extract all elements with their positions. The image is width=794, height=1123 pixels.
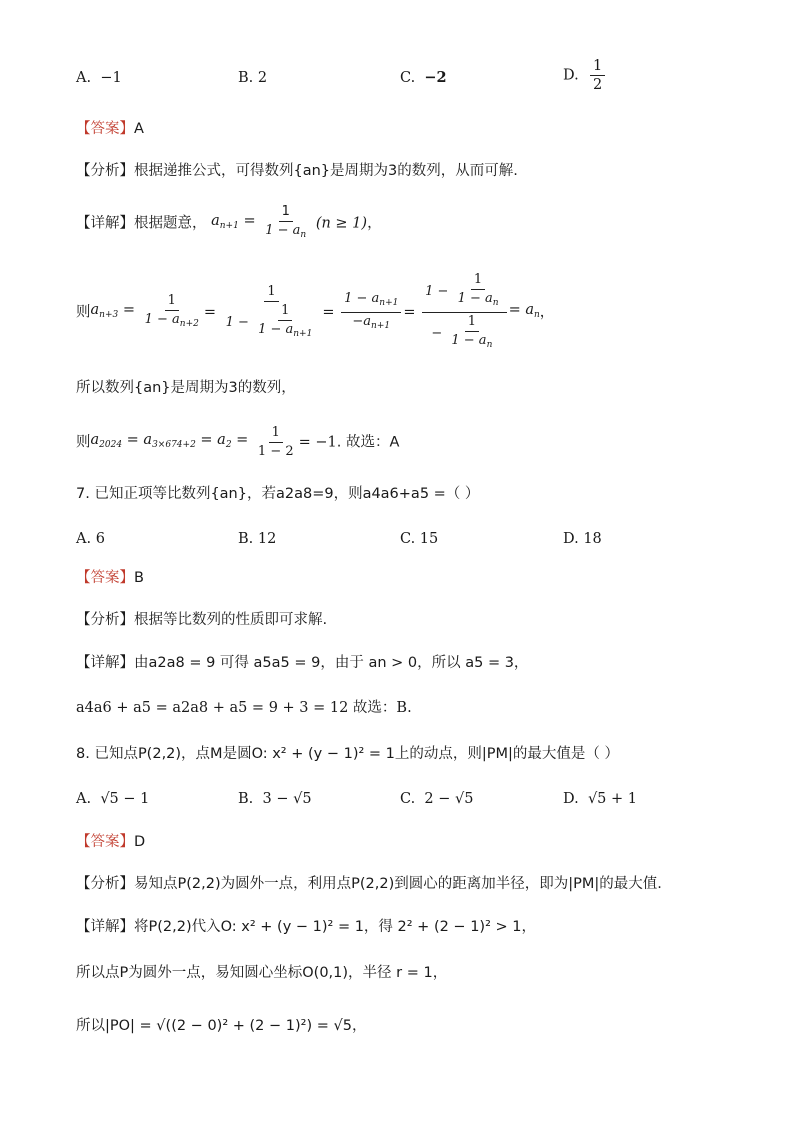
- q8-option-b: B. 3 − √5: [238, 791, 312, 807]
- q7-option-c: C. 15: [400, 531, 439, 547]
- q6-option-d: D. $\frac{1}{2}$: [563, 58, 607, 93]
- q6-detail-1: 【详解】根据题意， $a_{n+1}$ = $\frac{1}{1 - a_n}$ (n ≥ 1)，: [76, 204, 382, 240]
- q6-detail-4: 则$a_{2024} = a_{3\times 674+2} = a_2$ = $\frac{1}{1 - 2}$ = −1. 故选：A: [76, 425, 400, 459]
- q7-stem: 7. 已知正项等比数列{an}，若a2a8=9，则a4a6+a5 =（ ）: [76, 486, 480, 502]
- q7-option-d: D. 18: [563, 531, 602, 547]
- q7-answer: 【答案】B: [76, 570, 144, 586]
- q6-option-b: B. 2: [238, 70, 268, 86]
- q8-option-d: D. √5 + 1: [563, 791, 637, 807]
- q7-option-a: A. 6: [76, 531, 105, 547]
- q8-detail-1: 【详解】将P(2,2)代入O: x² + (y − 1)² = 1，得 2² + (2 − 1)² > 1，: [76, 919, 536, 935]
- q8-analysis: 【分析】易知点P(2,2)为圆外一点，利用点P(2,2)到圆心的距离加半径，即为|PM|的最大值.: [76, 876, 662, 892]
- q8-option-c: C. 2 − √5: [400, 791, 474, 807]
- q7-detail-1: 【详解】由a2a8 = 9 可得 a5a5 = 9，由于 an > 0，所以 a5 = 3，: [76, 655, 529, 671]
- q6-detail-3: 所以数列{an}是周期为3的数列，: [76, 380, 296, 396]
- q6-option-a: A. −1: [76, 70, 122, 86]
- q6-answer: 【答案】A: [76, 121, 144, 137]
- q7-option-b: B. 12: [238, 531, 277, 547]
- q6-option-c: C. −2: [400, 69, 447, 86]
- answer-tag: 【答案】: [76, 570, 134, 586]
- q8-answer: 【答案】D: [76, 834, 146, 850]
- q6-analysis: 【分析】根据递推公式，可得数列{an}是周期为3的数列，从而可解.: [76, 163, 518, 179]
- q7-analysis: 【分析】根据等比数列的性质即可求解.: [76, 612, 328, 628]
- q6-option-d-fraction: $\frac{1}{2}$: [590, 58, 605, 93]
- q8-stem: 8. 已知点P(2,2)，点M是圆O: x² + (y − 1)² = 1上的动点，则|PM|的最大值是（ ）: [76, 746, 620, 762]
- q8-detail-3: 所以|PO| = √((2 − 0)² + (2 − 1)²) = √5，: [76, 1018, 367, 1034]
- answer-tag: 【答案】: [76, 834, 134, 850]
- q6-detail-2: 则$a_{n+3}$ = $\frac{1}{1 - a_{n+2}}$ = 1 1 − $\frac{1}{1 - a_{n+1}}$ = $\frac{1 - a_{n+1}}{-a_{n+1}}$ = 1 − $\frac{1}{1 - a_n}$ − $\frac{1}{1 - a_n}$ = $a_n$，: [76, 272, 555, 350]
- q8-option-a: A. √5 − 1: [76, 791, 150, 807]
- q8-detail-2: 所以点P为圆外一点，易知圆心坐标O(0,1)，半径 r = 1，: [76, 965, 448, 981]
- answer-tag: 【答案】: [76, 121, 134, 137]
- q7-detail-2: a4a6 + a5 = a2a8 + a5 = 9 + 3 = 12 故选：B.: [76, 700, 412, 716]
